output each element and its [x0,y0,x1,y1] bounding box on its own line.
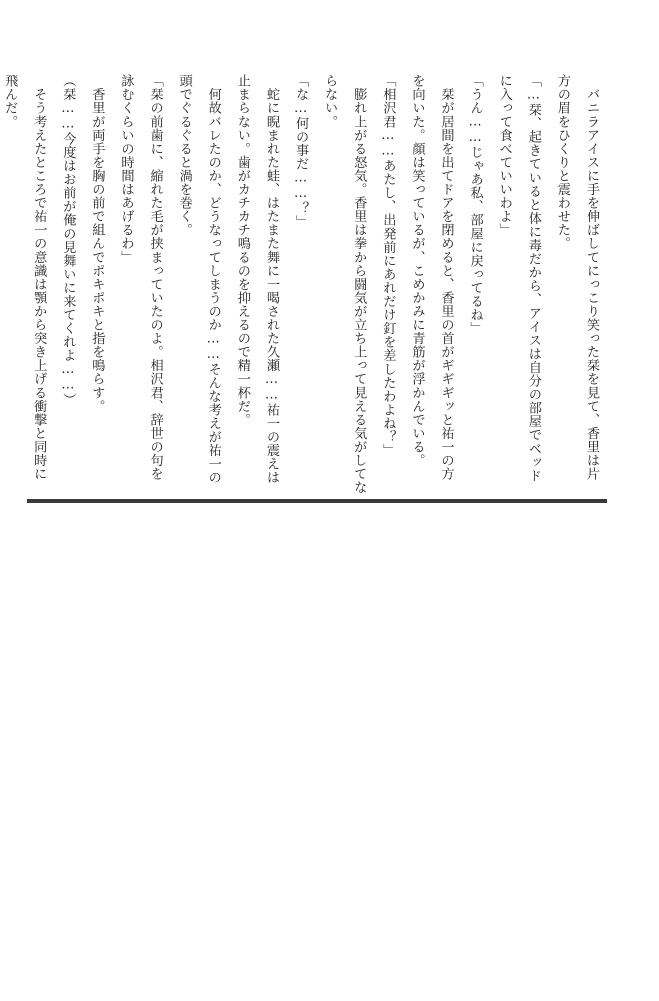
text-line-19: （栞……今度はお前が俺の見舞いに来てくれよ……） [60,74,76,407]
text-line-13: 止まらない。歯がカチカチ鳴るのを抑えるので精一杯だ。 [234,74,250,427]
text-line-21: 飛んだ。 [2,74,18,129]
horizontal-rule [27,499,607,503]
text-line-16: 「栞の前歯に、縮れた毛が挟まっていたのよ。相沢君、辞世の句を [147,74,163,481]
text-line-7: を向いた。顔は笑っているが、こめかみに青筋が浮かんでいる。 [409,74,425,467]
text-line-3: 「…栞、起きていると体に毒だから、アイスは自分の部屋でベッド [525,74,541,483]
text-line-11: 「な…何の事だ……？」 [293,74,309,229]
text-line-5: 「うん……じゃあ私、部屋に戻ってるね」 [467,74,483,336]
text-line-10: らない。 [322,74,338,129]
text-line-8: 「相沢君……あたし、出発前にあれだけ釘を差したわよね？」 [380,74,396,457]
text-line-12: 蛇に睨まれた蛙、はたまた舞に一喝された久瀬……祐一の震えは [263,74,279,485]
text-line-6: 栞が居間を出てドアを閉めると、香里の首がギギギッと祐一の方 [438,74,454,481]
vertical-text-block [0,74,603,495]
text-line-4: に入って食べていいわよ」 [496,74,512,237]
text-line-20: そう考えたところで祐一の意識は顎から突き上げる衝撃と同時に [31,74,47,481]
text-line-17: 詠むくらいの時間はあげるわ」 [118,74,134,264]
text-line-15: 頭でぐるぐると渦を巻く。 [176,74,192,237]
text-line-18: 香里が両手を胸の前で組んでポキポキと指を鳴らす。 [89,74,105,413]
text-line-14: 何故バレたのか、どうなってしまうのか……そんな考えが祐一の [205,74,221,485]
text-line-9: 膨れ上がる怒気。香里は拳から闘気が立ち上って見える気がしてな [351,74,367,495]
text-line-2: 方の眉をひくりと震わせた。 [554,74,570,251]
text-line-1: バニラアイスに手を伸ばしてにっこり笑った栞を見て、香里は片 [584,74,599,481]
